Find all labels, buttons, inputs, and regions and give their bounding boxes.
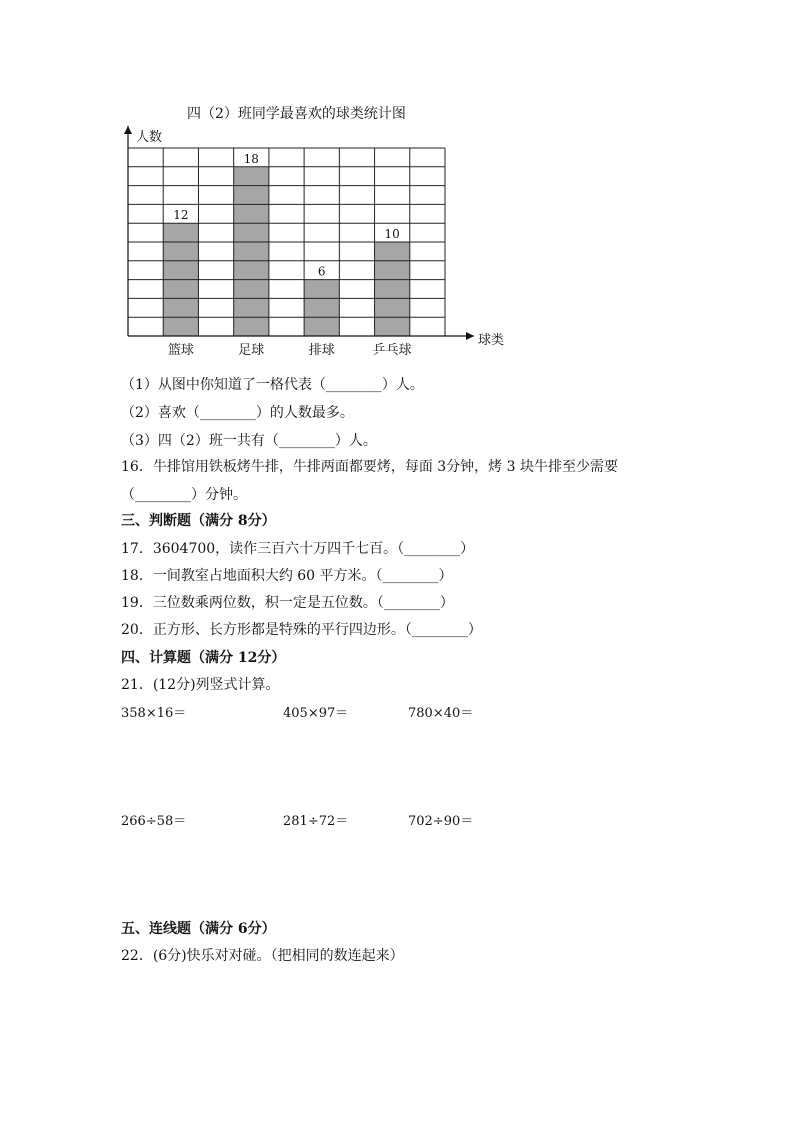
question-22: 22．(6分)快乐对对碰。（把相同的数连起来） <box>121 948 404 964</box>
data-label: 10 <box>384 227 400 241</box>
bar <box>304 280 339 336</box>
question-16-line2: （________）分钟。 <box>121 487 247 503</box>
question-16-line1: 16．牛排馆用铁板烤牛排，牛排两面都要烤，每面 3分钟，烤 3 块牛排至少需要 <box>121 459 618 475</box>
x-tick-label: 足球 <box>238 343 265 358</box>
data-label: 18 <box>243 151 259 166</box>
question-19: 19．三位数乘两位数，积一定是五位数。（________） <box>121 595 454 611</box>
data-label: 12 <box>173 208 189 223</box>
question-1-1: （1）从图中你知道了一格代表（________）人。 <box>121 377 424 393</box>
question-21: 21．(12分)列竖式计算。 <box>121 677 280 693</box>
x-tick-label: 乒乓球 <box>372 343 412 358</box>
chart-title: 四（2）班同学最喜欢的球类统计图 <box>187 106 406 122</box>
question-1-2: （2）喜欢（________）的人数最多。 <box>121 405 354 421</box>
section-heading-judgement: 三、判断题（满分 8分） <box>121 513 276 529</box>
question-20: 20．正方形、长方形都是特殊的平行四边形。（________） <box>121 622 482 638</box>
calc-item: 266÷58＝ <box>121 814 187 829</box>
section-heading-calculation: 四、计算题（满分 12分） <box>121 650 286 666</box>
calc-item: 780×40＝ <box>408 706 474 721</box>
y-axis-arrow <box>124 126 132 134</box>
x-axis-label: 球类 <box>478 333 505 348</box>
question-18: 18．一间教室占地面积大约 60 平方米。（________） <box>121 568 453 584</box>
bar-chart <box>0 120 794 480</box>
bar <box>234 167 269 336</box>
calc-item: 405×97＝ <box>283 706 349 721</box>
calc-item: 702÷90＝ <box>408 814 474 829</box>
y-axis-label: 人数 <box>136 130 163 145</box>
data-label: 6 <box>317 264 326 279</box>
x-axis-arrow <box>466 332 474 340</box>
section-heading-matching: 五、连线题（满分 6分） <box>121 921 276 937</box>
question-1-3: （3）四（2）班一共有（________）人。 <box>121 433 377 449</box>
calc-item: 358×16＝ <box>121 706 187 721</box>
bar <box>375 242 410 336</box>
calc-item: 281÷72＝ <box>283 814 349 829</box>
x-tick-label: 篮球 <box>167 343 194 358</box>
x-tick-label: 排球 <box>308 343 335 358</box>
question-17: 17．3604700，读作三百六十万四千七百。（________） <box>121 541 475 557</box>
